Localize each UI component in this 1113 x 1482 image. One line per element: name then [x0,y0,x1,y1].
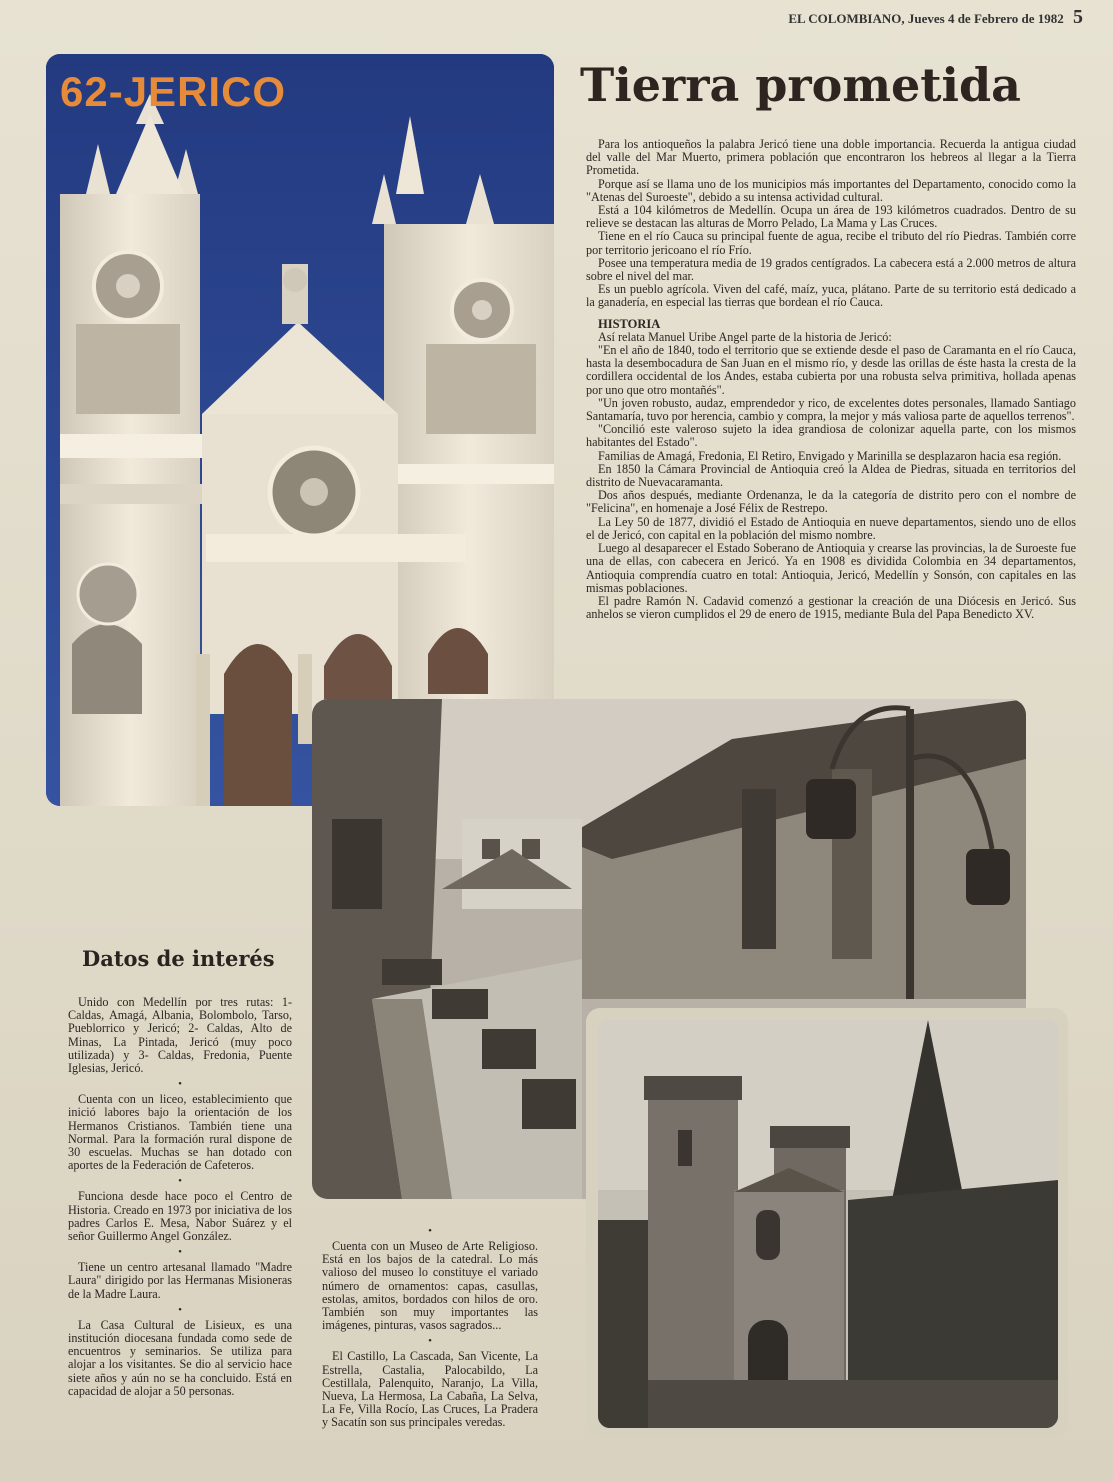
page-number: 5 [1073,6,1083,28]
article-paragraph: Luego al desaparecer el Estado Soberano de Antioquia y crearse las provincias, la de Suroeste fue una de ellas, con cabecera en Jericó. Ya en 1908 es dividida Colombia en 34 departamentos, Antioquia comprendía cuatro en total: Antioquia, Jericó, Medellín y Sonsón, con capitales en las mismas poblaciones. [586,541,1076,595]
article-paragraph: Posee una temperatura media de 19 grados centígrados. La cabecera está a 2.000 metros de altura sobre el nivel del mar. [586,255,1076,284]
datos-paragraph: Funciona desde hace poco el Centro de Historia. Creado en 1973 por iniciativa de los padres Carlos E. Mesa, Nabor Suárez y el señor Guillermo Angel González. [68,1189,292,1244]
article-paragraph: "Un joven robusto, audaz, emprendedor y rico, de excelentes dotes personales, llamado Santiago Santamaría, tuvo por herencia, cambio y compra, la mejor y más valiosa parte de aquellos terrenos". [586,395,1076,424]
church-photo [46,54,554,806]
article-body [586,138,1076,621]
article-paragraph: Dos años después, mediante Ordenanza, le da la categoría de distrito pero con el nombre de "Felicina", en homenaje a José Félix de Restrepo. [586,488,1076,516]
article-paragraph: Está a 104 kilómetros de Medellín. Ocupa un área de 193 kilómetros cuadrados. Dentro de su relieve se destacan las alturas de Morro Pelado, La Mama y Las Cruces. [586,203,1076,231]
datos-paragraph: Tiene un centro artesanal llamado "Madre Laura" dirigido por las Hermanas Misioneras de la Madre Laura. [68,1260,292,1301]
cathedral-photo [598,1020,1058,1428]
datos-column-2 [322,1222,538,1430]
bullet-separator: • [428,1335,432,1348]
article-paragraph: Para los antioqueños la palabra Jericó tiene una doble importancia. Recuerda la antigua ciudad del valle del Mar Muerto, primera población que encontraron los hebreos al llegar a la Tierra Prometida. [586,137,1076,178]
article-paragraph: El padre Ramón N. Cadavid comenzó a gestionar la creación de una Diócesis en Jericó. Sus anhelos se vieron cumplidos el 29 de enero de 1915, mediante Bula del Papa Benedicto XV. [586,593,1076,622]
bullet-separator: • [178,1078,182,1091]
masthead [788,6,1083,29]
datos-paragraph: Cuenta con un liceo, establecimiento que inició labores bajo la orientación de los Hermanos Cristianos. También tiene una Normal. Para la formación rural dispone de 30 escuelas. Muchas se han dotado con aportes de la Federación de Cafeteros. [68,1092,292,1173]
article-paragraph: Es un pueblo agrícola. Viven del café, maíz, yuca, plátano. Parte de su territorio está dedicado a la ganadería, en especial las tierras que bordean el río Cauca. [586,282,1076,310]
masthead-paper: EL COLOMBIANO, [788,11,905,26]
article-paragraph: "Concilió este valeroso sujeto la idea grandiosa de colonizar aquella parte, con los mismos habitantes del Estado". [586,422,1076,450]
series-tag: 62-JERICO [60,68,287,115]
headline: Tierra prometida [580,58,1021,112]
article-paragraph: Porque así se llama uno de los municipios más importantes del Departamento, conocido como la "Atenas del Suroeste", debido a su intensa actividad cultural. [586,176,1076,204]
article-paragraph: "En el año de 1840, todo el territorio que se extiende desde el paso de Caramanta en el río Cauca, hasta la desembocadura de San Juan en el mismo río, y desde las orillas de éste hasta la cresta de la cordillera occidental de los Andes, estaba cubierta por una robusta selva primitiva, hollada apenas por uno que otro montañés". [586,343,1076,397]
bullet-separator: • [178,1246,182,1259]
article-paragraph: La Ley 50 de 1877, dividió el Estado de Antioquia en nueve departamentos, siendo uno de ellos el de Jericó, con capital en la población del mismo nombre. [586,514,1076,542]
bullet-separator: • [428,1225,432,1237]
masthead-date: Jueves 4 de Febrero de 1982 [907,11,1064,26]
church-illustration [46,54,554,806]
datos-column-1 [68,996,292,1398]
datos-title: Datos de interés [82,946,275,971]
datos-paragraph: Cuenta con un Museo de Arte Religioso. Está en los bajos de la catedral. Lo más valioso del museo lo constituye el variado número de ornamentos: capas, casullas, estolas, amitos, bordados con hilos de oro. También son muy importantes las imágenes, pinturas, vasos sagrados... [322,1239,538,1333]
datos-paragraph: La Casa Cultural de Lisieux, es una institución diocesana fundada como sede de encuentros y seminarios. Se utiliza para alojar a los visitantes. Se dio al servicio hace siete años y aún no se ha concluido. Está en capacidad de alojar a 50 personas. [68,1317,292,1398]
bullet-separator: • [178,1175,182,1188]
cathedral-illustration [598,1020,1058,1428]
article-paragraph: Así relata Manuel Uribe Angel parte de la historia de Jericó: [598,329,892,344]
section-heading: HISTORIA [598,316,661,331]
datos-paragraph: Unido con Medellín por tres rutas: 1- Caldas, Amagá, Albania, Bolombolo, Tarso, Pueblorrico y Jericó; 2- Caldas, Alto de Minas, La Pintada, Jericó (muy poco utilizada) y 3- Caldas, Fredonia, Puente Iglesias, Jericó. [68,995,292,1076]
bullet-separator: • [178,1303,182,1316]
datos-paragraph: El Castillo, La Cascada, San Vicente, La Estrella, Castalia, Palocabildo, La Cestillala, Palenquito, Naranjo, La Villa, Nueva, La Hermosa, La Cabaña, La Selva, La Fe, Villa Rocío, Las Cruces, La Pradera y Sacatín son sus principales veredas. [322,1349,538,1430]
article-paragraph: Familias de Amagá, Fredonia, El Retiro, Envigado y Marinilla se desplazaron hacia esa región. [598,448,1062,463]
article-paragraph: En 1850 la Cámara Provincial de Antioquia creó la Aldea de Piedras, situada en territorios del distrito de Nuevacaramanta. [586,461,1076,490]
article-paragraph: Tiene en el río Cauca su principal fuente de agua, recibe el tributo del río Piedras. También corre por territorio jericoano el río Frío. [586,229,1076,257]
